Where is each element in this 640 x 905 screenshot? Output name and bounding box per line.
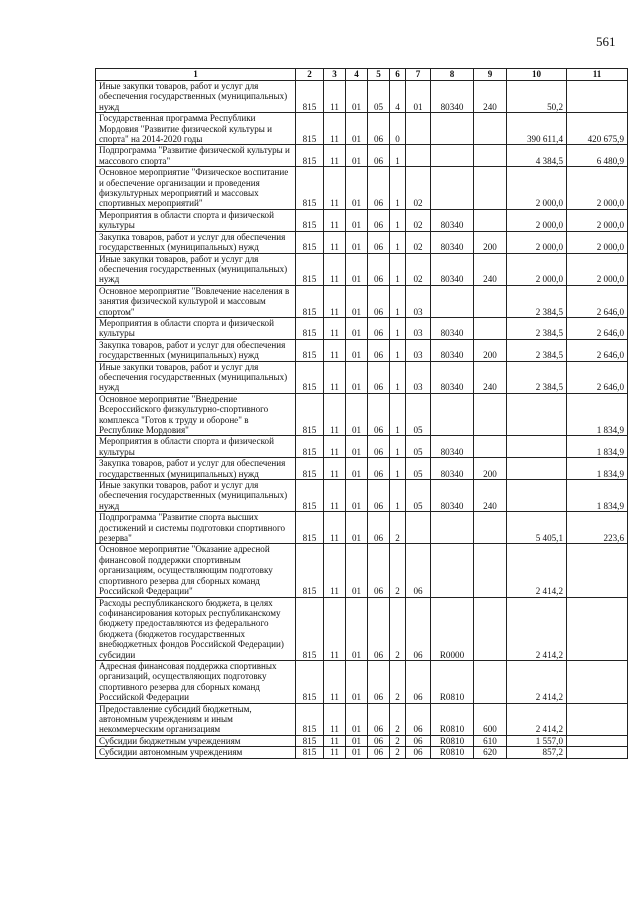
table-cell-col-9 bbox=[474, 393, 507, 436]
table-cell-col-11 bbox=[567, 544, 628, 597]
table-cell-col-5: 06 bbox=[368, 285, 390, 317]
table-cell-col-4: 01 bbox=[346, 145, 368, 167]
table-cell-col-11 bbox=[567, 703, 628, 735]
table-cell-col-3: 11 bbox=[324, 544, 346, 597]
table-cell-col-7: 05 bbox=[406, 436, 431, 458]
table-cell-col-8: R0810 bbox=[431, 703, 474, 735]
table-cell-col-9 bbox=[474, 113, 507, 145]
table-cell-col-8: 80340 bbox=[431, 81, 474, 113]
table-cell-row-name: Субсидии бюджетным учреждениям bbox=[96, 735, 296, 746]
table-cell-col-4: 01 bbox=[346, 209, 368, 231]
table-cell-col-8 bbox=[431, 512, 474, 544]
table-cell-row-name: Основное мероприятие "Физическое воспитание и обеспечение организации и проведения физкультурных мероприятий и массовых спортивных мероприятий" bbox=[96, 167, 296, 210]
table-cell-col-6: 2 bbox=[390, 703, 406, 735]
table-cell-col-3: 11 bbox=[324, 145, 346, 167]
table-row bbox=[96, 458, 628, 480]
table-cell-row-name: Подпрограмма "Развитие физической культуры и массового спорта" bbox=[96, 145, 296, 167]
table-cell-col-9: 610 bbox=[474, 735, 507, 746]
table-cell-col-9: 200 bbox=[474, 231, 507, 253]
table-cell-col-3: 11 bbox=[324, 703, 346, 735]
table-row bbox=[96, 544, 628, 597]
table-cell-col-11: 2 000,0 bbox=[567, 167, 628, 210]
table-cell-col-2: 815 bbox=[296, 285, 324, 317]
table-cell-row-name: Иные закупки товаров, работ и услуг для обеспечения государственных (муниципальных) нужд bbox=[96, 361, 296, 393]
table-cell-col-11: 1 834,9 bbox=[567, 436, 628, 458]
table-row bbox=[96, 253, 628, 285]
table-cell-col-6: 1 bbox=[390, 339, 406, 361]
table-cell-col-7: 03 bbox=[406, 361, 431, 393]
table-cell-col-3: 11 bbox=[324, 209, 346, 231]
budget-table bbox=[95, 68, 628, 759]
table-cell-col-6: 0 bbox=[390, 113, 406, 145]
table-cell-col-8: R0000 bbox=[431, 597, 474, 660]
table-cell-col-11: 420 675,9 bbox=[567, 113, 628, 145]
table-cell-col-5: 06 bbox=[368, 458, 390, 480]
table-cell-col-7: 05 bbox=[406, 393, 431, 436]
table-row bbox=[96, 703, 628, 735]
table-cell-col-11: 223,6 bbox=[567, 512, 628, 544]
table-cell-col-5: 06 bbox=[368, 317, 390, 339]
table-cell-col-9 bbox=[474, 436, 507, 458]
table-cell-col-6: 1 bbox=[390, 361, 406, 393]
table-cell-col-8 bbox=[431, 285, 474, 317]
table-cell-col-7: 02 bbox=[406, 231, 431, 253]
table-cell-col-4: 01 bbox=[346, 660, 368, 703]
table-cell-col-9 bbox=[474, 209, 507, 231]
table-cell-col-5: 06 bbox=[368, 231, 390, 253]
table-cell-col-10 bbox=[507, 393, 567, 436]
table-cell-col-2: 815 bbox=[296, 735, 324, 746]
table-cell-col-2: 815 bbox=[296, 597, 324, 660]
table-cell-col-4: 01 bbox=[346, 317, 368, 339]
table-cell-col-7: 05 bbox=[406, 458, 431, 480]
table-cell-col-10 bbox=[507, 458, 567, 480]
table-cell-col-10: 857,2 bbox=[507, 747, 567, 758]
table-cell-col-5: 06 bbox=[368, 167, 390, 210]
table-cell-col-3: 11 bbox=[324, 339, 346, 361]
table-cell-col-2: 815 bbox=[296, 747, 324, 758]
header-cell: 8 bbox=[431, 69, 474, 81]
table-cell-col-3: 11 bbox=[324, 747, 346, 758]
table-cell-col-10: 2 414,2 bbox=[507, 544, 567, 597]
table-cell-row-name: Предоставление субсидий бюджетным, автономным учреждениям и иным некоммерческим организациям bbox=[96, 703, 296, 735]
table-cell-col-9 bbox=[474, 167, 507, 210]
table-row bbox=[96, 145, 628, 167]
table-cell-col-8: 80340 bbox=[431, 339, 474, 361]
table-cell-col-5: 06 bbox=[368, 361, 390, 393]
table-cell-col-7 bbox=[406, 145, 431, 167]
table-cell-col-5: 05 bbox=[368, 81, 390, 113]
table-cell-row-name: Иные закупки товаров, работ и услуг для обеспечения государственных (муниципальных) нужд bbox=[96, 253, 296, 285]
table-cell-col-4: 01 bbox=[346, 393, 368, 436]
table-cell-col-5: 06 bbox=[368, 597, 390, 660]
table-cell-col-5: 06 bbox=[368, 436, 390, 458]
table-cell-col-11: 2 000,0 bbox=[567, 209, 628, 231]
table-cell-col-7: 06 bbox=[406, 660, 431, 703]
table-cell-col-6: 1 bbox=[390, 253, 406, 285]
table-cell-col-2: 815 bbox=[296, 544, 324, 597]
table-row bbox=[96, 436, 628, 458]
table-cell-col-8: 80340 bbox=[431, 436, 474, 458]
table-cell-col-7: 06 bbox=[406, 544, 431, 597]
table-cell-col-6: 1 bbox=[390, 231, 406, 253]
table-cell-col-4: 01 bbox=[346, 458, 368, 480]
page-number: 561 bbox=[596, 34, 616, 49]
table-cell-col-5: 06 bbox=[368, 735, 390, 746]
header-cell: 5 bbox=[368, 69, 390, 81]
table-cell-col-4: 01 bbox=[346, 361, 368, 393]
table-cell-col-2: 815 bbox=[296, 703, 324, 735]
table-cell-col-3: 11 bbox=[324, 660, 346, 703]
table-cell-col-4: 01 bbox=[346, 597, 368, 660]
table-cell-col-3: 11 bbox=[324, 167, 346, 210]
table-cell-col-6: 1 bbox=[390, 480, 406, 512]
table-cell-col-10: 2 000,0 bbox=[507, 209, 567, 231]
table-cell-col-9: 240 bbox=[474, 253, 507, 285]
header-cell: 7 bbox=[406, 69, 431, 81]
table-row bbox=[96, 660, 628, 703]
table-cell-col-9: 600 bbox=[474, 703, 507, 735]
table-cell-col-6: 1 bbox=[390, 317, 406, 339]
table-cell-row-name: Иные закупки товаров, работ и услуг для обеспечения государственных (муниципальных) нужд bbox=[96, 480, 296, 512]
header-cell: 10 bbox=[507, 69, 567, 81]
table-cell-col-3: 11 bbox=[324, 480, 346, 512]
table-cell-col-8 bbox=[431, 113, 474, 145]
table-cell-col-2: 815 bbox=[296, 81, 324, 113]
table-cell-col-9 bbox=[474, 145, 507, 167]
table-cell-row-name: Государственная программа Республики Мордовия "Развитие физической культуры и спорта" на 2014-2020 годы bbox=[96, 113, 296, 145]
table-row bbox=[96, 209, 628, 231]
table-cell-col-6: 1 bbox=[390, 209, 406, 231]
table-cell-col-3: 11 bbox=[324, 285, 346, 317]
table-cell-col-7: 02 bbox=[406, 253, 431, 285]
table-cell-col-8: 80340 bbox=[431, 253, 474, 285]
table-cell-col-11: 1 834,9 bbox=[567, 393, 628, 436]
table-cell-col-9 bbox=[474, 544, 507, 597]
table-cell-col-9: 200 bbox=[474, 458, 507, 480]
table-cell-col-3: 11 bbox=[324, 597, 346, 660]
table-cell-col-6: 2 bbox=[390, 597, 406, 660]
table-cell-col-11: 1 834,9 bbox=[567, 480, 628, 512]
table-cell-col-10: 2 414,2 bbox=[507, 703, 567, 735]
table-row bbox=[96, 81, 628, 113]
table-cell-col-5: 06 bbox=[368, 209, 390, 231]
table-cell-col-2: 815 bbox=[296, 167, 324, 210]
table-cell-col-10 bbox=[507, 480, 567, 512]
table-cell-row-name: Расходы республиканского бюджета, в целях софинансирования которых республиканскому бюджету предоставляются из федерального бюджета (бюджетов государственных внебюджетных фондов Российской Федерации) субсидии bbox=[96, 597, 296, 660]
table-cell-col-2: 815 bbox=[296, 393, 324, 436]
table-cell-col-9 bbox=[474, 660, 507, 703]
header-cell: 1 bbox=[96, 69, 296, 81]
table-cell-col-9: 240 bbox=[474, 81, 507, 113]
table-cell-col-5: 06 bbox=[368, 703, 390, 735]
table-cell-col-2: 815 bbox=[296, 113, 324, 145]
table-cell-col-4: 01 bbox=[346, 703, 368, 735]
table-cell-row-name: Мероприятия в области спорта и физической культуры bbox=[96, 317, 296, 339]
table-cell-row-name: Закупка товаров, работ и услуг для обеспечения государственных (муниципальных) нужд bbox=[96, 458, 296, 480]
table-cell-col-5: 06 bbox=[368, 660, 390, 703]
table-row bbox=[96, 285, 628, 317]
table-cell-col-7: 06 bbox=[406, 747, 431, 758]
table-cell-col-6: 2 bbox=[390, 747, 406, 758]
table-cell-col-8 bbox=[431, 167, 474, 210]
table-row bbox=[96, 512, 628, 544]
table-cell-col-11 bbox=[567, 597, 628, 660]
table-cell-col-8: R0810 bbox=[431, 735, 474, 746]
table-cell-col-3: 11 bbox=[324, 512, 346, 544]
table-cell-col-2: 815 bbox=[296, 231, 324, 253]
table-cell-col-10: 2 000,0 bbox=[507, 231, 567, 253]
table-cell-col-2: 815 bbox=[296, 480, 324, 512]
table-cell-col-2: 815 bbox=[296, 436, 324, 458]
table-cell-col-10: 2 384,5 bbox=[507, 285, 567, 317]
table-cell-col-11: 6 480,9 bbox=[567, 145, 628, 167]
table-cell-col-7: 03 bbox=[406, 339, 431, 361]
table-row bbox=[96, 747, 628, 758]
header-cell: 2 bbox=[296, 69, 324, 81]
table-row bbox=[96, 231, 628, 253]
table-cell-col-3: 11 bbox=[324, 317, 346, 339]
table-cell-col-2: 815 bbox=[296, 660, 324, 703]
table-cell-col-9: 240 bbox=[474, 361, 507, 393]
table-row bbox=[96, 317, 628, 339]
table-cell-col-7: 03 bbox=[406, 317, 431, 339]
table-cell-col-4: 01 bbox=[346, 113, 368, 145]
table-cell-col-6: 2 bbox=[390, 544, 406, 597]
table-cell-col-10: 2 384,5 bbox=[507, 361, 567, 393]
table-cell-col-5: 06 bbox=[368, 339, 390, 361]
table-row bbox=[96, 113, 628, 145]
table-cell-col-11: 2 646,0 bbox=[567, 317, 628, 339]
table-cell-col-3: 11 bbox=[324, 458, 346, 480]
table-cell-col-7: 06 bbox=[406, 735, 431, 746]
table-cell-col-8 bbox=[431, 393, 474, 436]
table-cell-col-2: 815 bbox=[296, 317, 324, 339]
table-cell-col-6: 1 bbox=[390, 436, 406, 458]
table-cell-col-5: 06 bbox=[368, 145, 390, 167]
header-cell: 9 bbox=[474, 69, 507, 81]
table-cell-col-9: 240 bbox=[474, 480, 507, 512]
table-cell-col-3: 11 bbox=[324, 393, 346, 436]
table-cell-row-name: Подпрограмма "Развитие спорта высших достижений и системы подготовки спортивного резерва" bbox=[96, 512, 296, 544]
table-cell-col-9 bbox=[474, 512, 507, 544]
table-cell-col-9: 200 bbox=[474, 339, 507, 361]
table-cell-col-6: 4 bbox=[390, 81, 406, 113]
table-row bbox=[96, 361, 628, 393]
table-cell-col-10: 2 414,2 bbox=[507, 597, 567, 660]
table-cell-col-7: 02 bbox=[406, 209, 431, 231]
table-cell-col-8: 80340 bbox=[431, 317, 474, 339]
table-cell-col-3: 11 bbox=[324, 231, 346, 253]
table-cell-col-4: 01 bbox=[346, 480, 368, 512]
table-cell-col-8: 80340 bbox=[431, 480, 474, 512]
table-cell-col-10: 1 557,0 bbox=[507, 735, 567, 746]
table-cell-col-7: 01 bbox=[406, 81, 431, 113]
table-cell-col-8 bbox=[431, 145, 474, 167]
table-cell-col-6: 1 bbox=[390, 285, 406, 317]
table-cell-col-8: R0810 bbox=[431, 660, 474, 703]
table-cell-col-3: 11 bbox=[324, 253, 346, 285]
table-cell-col-10 bbox=[507, 436, 567, 458]
table-cell-col-4: 01 bbox=[346, 167, 368, 210]
table-cell-col-7: 06 bbox=[406, 597, 431, 660]
table-cell-col-7: 06 bbox=[406, 703, 431, 735]
table-cell-col-11: 2 000,0 bbox=[567, 231, 628, 253]
table-cell-col-7: 05 bbox=[406, 480, 431, 512]
table-cell-col-5: 06 bbox=[368, 393, 390, 436]
table-cell-col-2: 815 bbox=[296, 339, 324, 361]
table-row bbox=[96, 167, 628, 210]
table-cell-col-10: 2 384,5 bbox=[507, 339, 567, 361]
table-cell-col-10: 50,2 bbox=[507, 81, 567, 113]
table-cell-col-3: 11 bbox=[324, 735, 346, 746]
table-cell-row-name: Адресная финансовая поддержка спортивных организаций, осуществляющих подготовку спортивного резерва для сборных команд Российской Федерации bbox=[96, 660, 296, 703]
table-cell-col-2: 815 bbox=[296, 512, 324, 544]
table-cell-col-11 bbox=[567, 660, 628, 703]
table-cell-col-11: 2 646,0 bbox=[567, 339, 628, 361]
table-cell-col-6: 2 bbox=[390, 735, 406, 746]
table-cell-col-8 bbox=[431, 544, 474, 597]
table-cell-col-5: 06 bbox=[368, 544, 390, 597]
table-cell-col-8: 80340 bbox=[431, 231, 474, 253]
table-cell-col-4: 01 bbox=[346, 253, 368, 285]
table-cell-row-name: Субсидии автономным учреждениям bbox=[96, 747, 296, 758]
table-cell-col-4: 01 bbox=[346, 436, 368, 458]
table-cell-col-9 bbox=[474, 317, 507, 339]
table-cell-col-6: 2 bbox=[390, 660, 406, 703]
table-cell-col-10: 2 000,0 bbox=[507, 253, 567, 285]
table-cell-col-2: 815 bbox=[296, 209, 324, 231]
table-cell-col-4: 01 bbox=[346, 735, 368, 746]
table-cell-col-2: 815 bbox=[296, 253, 324, 285]
table-cell-col-7: 03 bbox=[406, 285, 431, 317]
header-cell: 3 bbox=[324, 69, 346, 81]
table-cell-col-5: 06 bbox=[368, 747, 390, 758]
table-cell-row-name: Основное мероприятие "Внедрение Всероссийского физкультурно-спортивного комплекса "Готов к труду и обороне" в Республике Мордовия" bbox=[96, 393, 296, 436]
table-cell-col-10: 2 414,2 bbox=[507, 660, 567, 703]
table-cell-col-10: 4 384,5 bbox=[507, 145, 567, 167]
table-cell-col-11: 2 646,0 bbox=[567, 285, 628, 317]
table-cell-col-11: 1 834,9 bbox=[567, 458, 628, 480]
header-cell: 4 bbox=[346, 69, 368, 81]
table-cell-col-3: 11 bbox=[324, 361, 346, 393]
table-row bbox=[96, 597, 628, 660]
table-cell-col-4: 01 bbox=[346, 512, 368, 544]
header-row bbox=[96, 69, 628, 81]
table-cell-col-2: 815 bbox=[296, 458, 324, 480]
table-cell-col-8: 80340 bbox=[431, 361, 474, 393]
table-cell-row-name: Иные закупки товаров, работ и услуг для обеспечения государственных (муниципальных) нужд bbox=[96, 81, 296, 113]
table-cell-col-11: 2 000,0 bbox=[567, 253, 628, 285]
table-cell-col-3: 11 bbox=[324, 113, 346, 145]
table-row bbox=[96, 480, 628, 512]
table-cell-col-10: 2 000,0 bbox=[507, 167, 567, 210]
table-cell-col-5: 06 bbox=[368, 113, 390, 145]
table-cell-col-2: 815 bbox=[296, 145, 324, 167]
table-row bbox=[96, 735, 628, 746]
table-cell-col-4: 01 bbox=[346, 81, 368, 113]
table-cell-col-9 bbox=[474, 285, 507, 317]
table-cell-col-6: 1 bbox=[390, 145, 406, 167]
table-cell-row-name: Основное мероприятие "Вовлечение населения в занятия физической культурой и массовым спортом" bbox=[96, 285, 296, 317]
table-cell-col-10: 5 405,1 bbox=[507, 512, 567, 544]
table-cell-col-5: 06 bbox=[368, 512, 390, 544]
table-cell-col-3: 11 bbox=[324, 81, 346, 113]
table-cell-col-10: 2 384,5 bbox=[507, 317, 567, 339]
table-cell-col-5: 06 bbox=[368, 480, 390, 512]
table-cell-col-11: 2 646,0 bbox=[567, 361, 628, 393]
table-cell-col-6: 1 bbox=[390, 458, 406, 480]
table-cell-col-8: R0810 bbox=[431, 747, 474, 758]
table-row bbox=[96, 393, 628, 436]
table-cell-col-7 bbox=[406, 512, 431, 544]
table-cell-col-5: 06 bbox=[368, 253, 390, 285]
table-cell-col-9: 620 bbox=[474, 747, 507, 758]
table-cell-col-6: 1 bbox=[390, 167, 406, 210]
table-cell-row-name: Закупка товаров, работ и услуг для обеспечения государственных (муниципальных) нужд bbox=[96, 231, 296, 253]
table-cell-col-4: 01 bbox=[346, 339, 368, 361]
table-cell-col-4: 01 bbox=[346, 285, 368, 317]
table-cell-col-8: 80340 bbox=[431, 209, 474, 231]
table-cell-row-name: Основное мероприятие "Оказание адресной финансовой поддержки спортивным организациям, осуществляющим подготовку спортивного резерва для сборных команд Российской Федерации" bbox=[96, 544, 296, 597]
table-cell-col-8: 80340 bbox=[431, 458, 474, 480]
table-cell-col-10: 390 611,4 bbox=[507, 113, 567, 145]
header-cell: 6 bbox=[390, 69, 406, 81]
table-cell-row-name: Закупка товаров, работ и услуг для обеспечения государственных (муниципальных) нужд bbox=[96, 339, 296, 361]
table-cell-col-11 bbox=[567, 747, 628, 758]
table-cell-col-7 bbox=[406, 113, 431, 145]
table-cell-col-4: 01 bbox=[346, 231, 368, 253]
table-cell-col-9 bbox=[474, 597, 507, 660]
table-cell-row-name: Мероприятия в области спорта и физической культуры bbox=[96, 209, 296, 231]
table-cell-col-11 bbox=[567, 81, 628, 113]
table-cell-col-6: 1 bbox=[390, 393, 406, 436]
table-cell-col-11 bbox=[567, 735, 628, 746]
table-cell-col-6: 2 bbox=[390, 512, 406, 544]
table-cell-col-2: 815 bbox=[296, 361, 324, 393]
table-cell-col-7: 02 bbox=[406, 167, 431, 210]
header-cell: 11 bbox=[567, 69, 628, 81]
table-row bbox=[96, 339, 628, 361]
table-cell-col-4: 01 bbox=[346, 544, 368, 597]
table-cell-col-3: 11 bbox=[324, 436, 346, 458]
table-cell-row-name: Мероприятия в области спорта и физической культуры bbox=[96, 436, 296, 458]
table-cell-col-4: 01 bbox=[346, 747, 368, 758]
